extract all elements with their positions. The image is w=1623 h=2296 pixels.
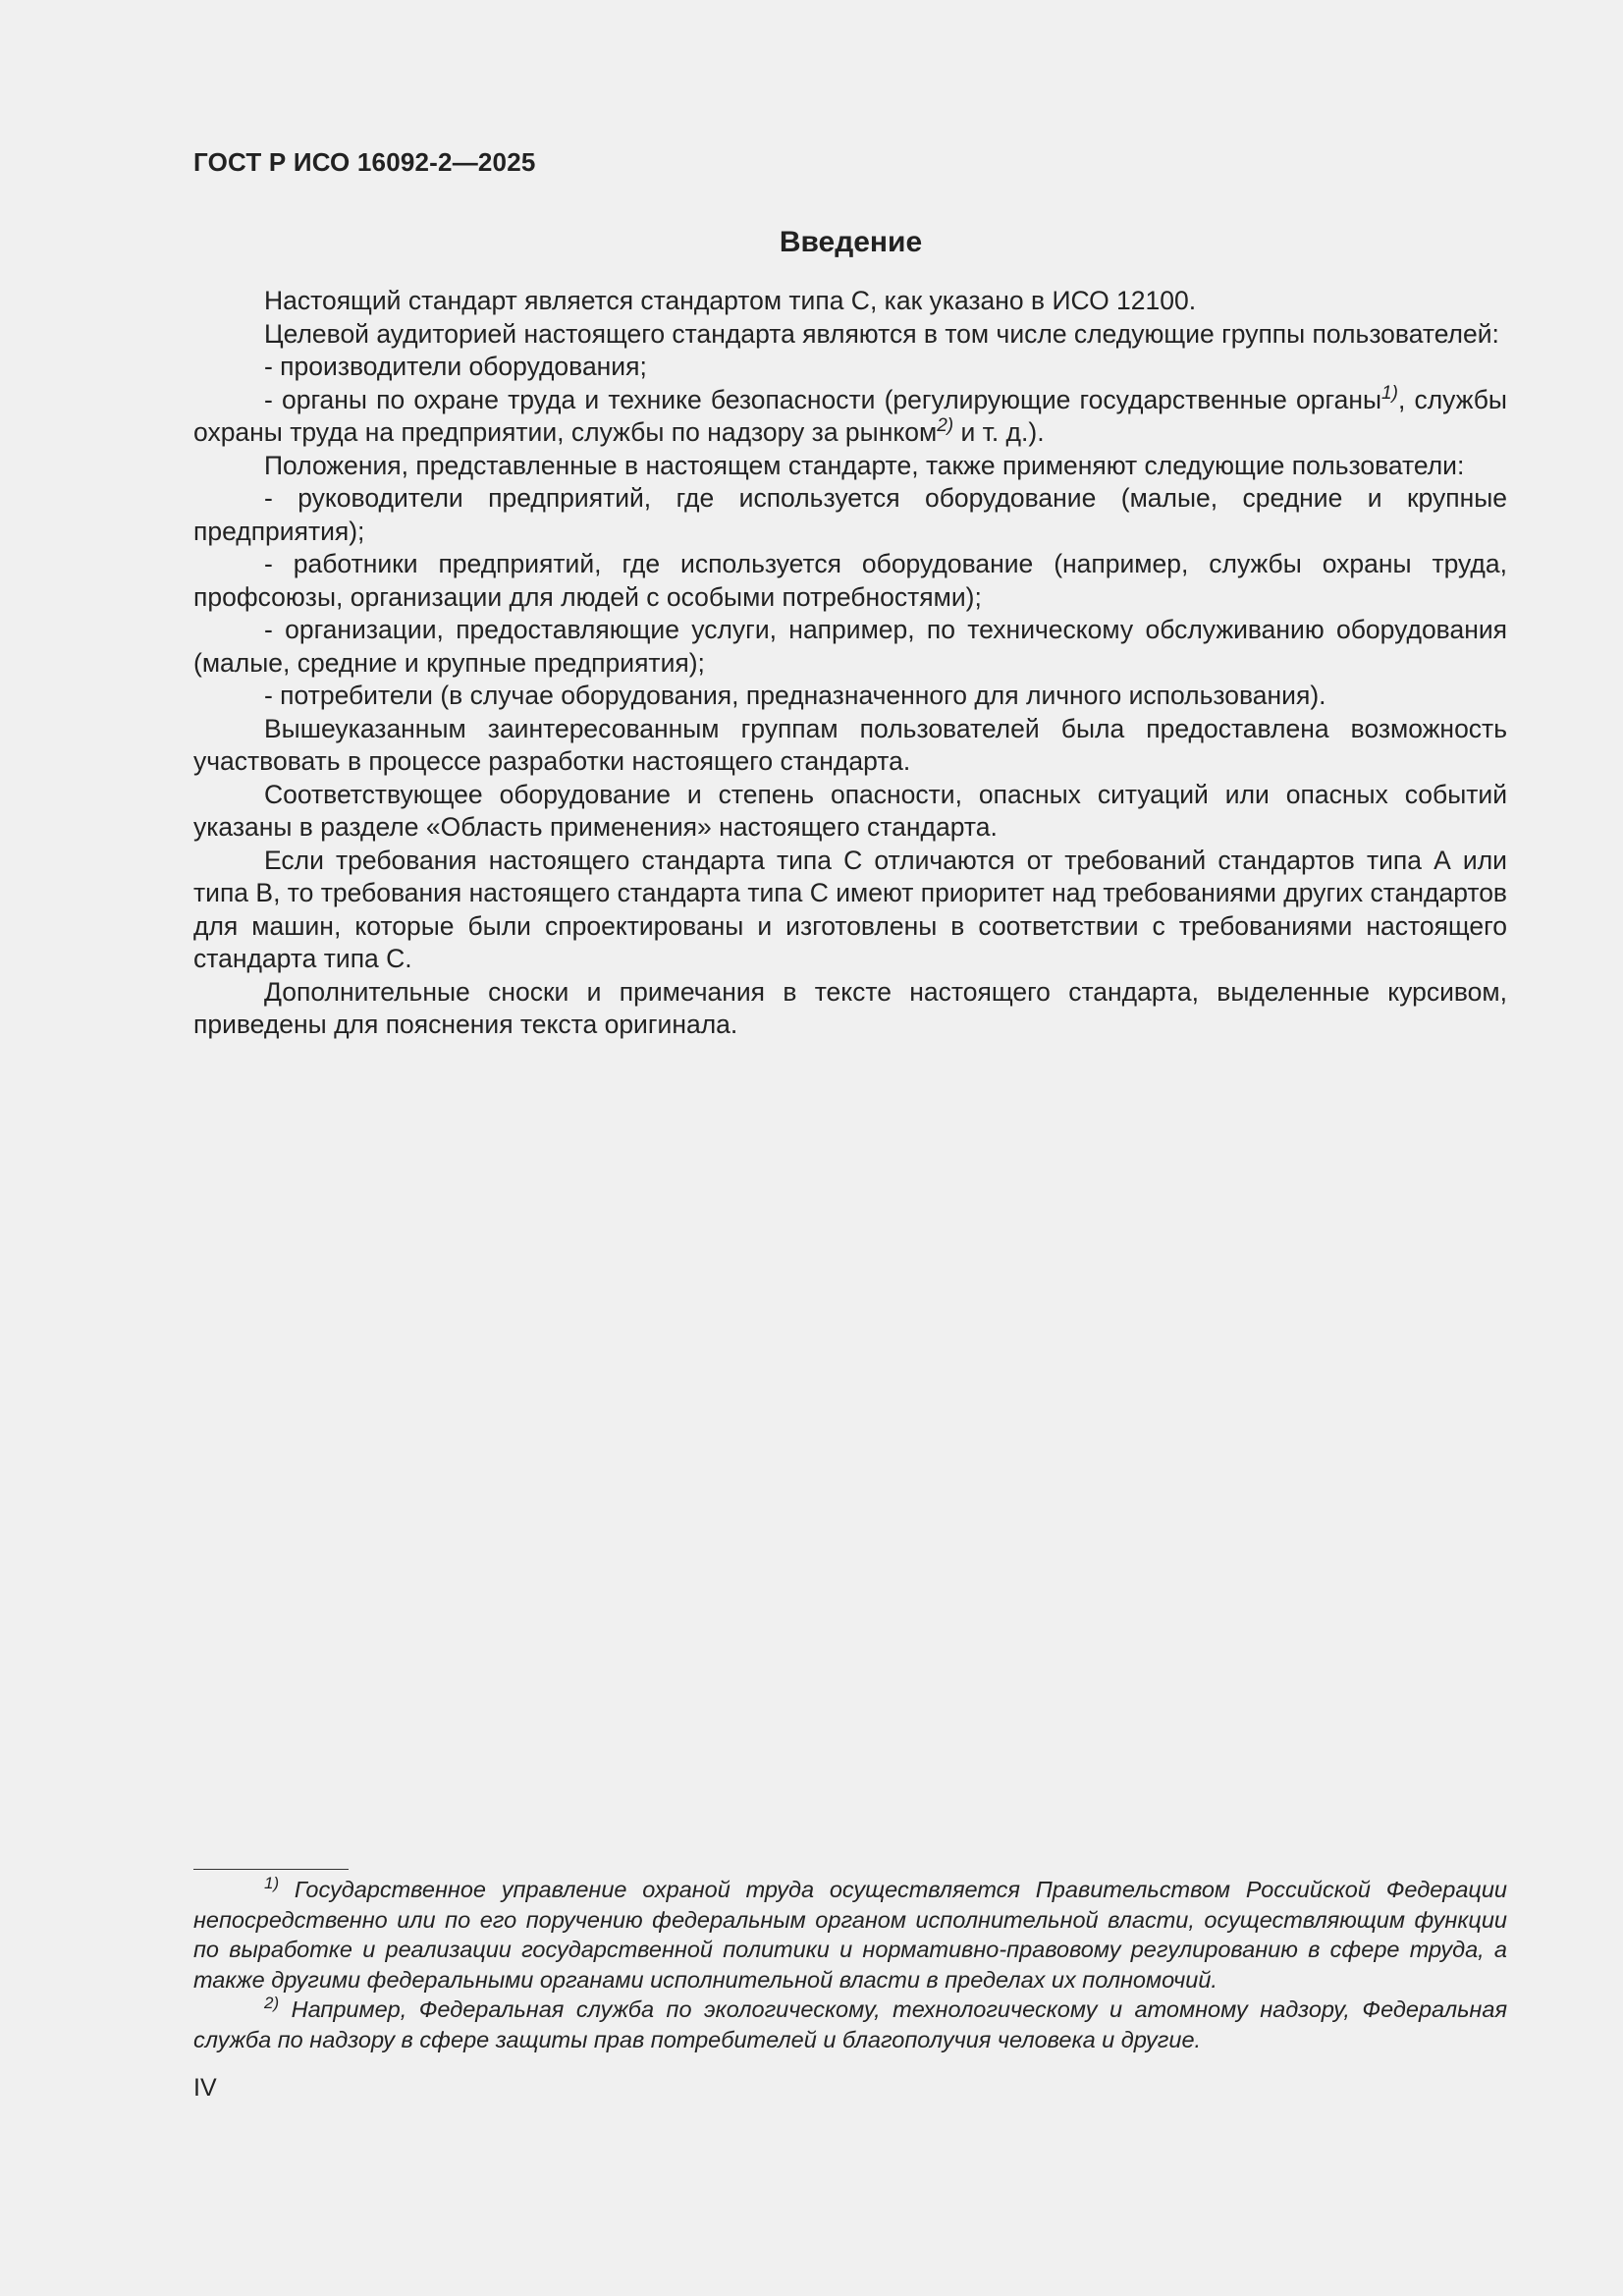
paragraph: Положения, представленные в настоящем стандарте, также применяют следующие пользователи: [264, 450, 1465, 480]
page-number: IV [193, 2074, 217, 2102]
paragraph: Соответствующее оборудование и степень опасности, опасных ситуаций или опасных событий указаны в разделе «Область применения» настоящего стандарта. [193, 779, 1507, 842]
document-id-header: ГОСТ Р ИСО 16092-2—2025 [193, 147, 536, 177]
footnote-text: Государственное управление охраной труда осуществляется Правительством Российской Федерации непосредственно или по его поручению федеральным органом исполнительной власти, осуществляющим функции по выработке и реализации государственной политики и нормативно-правовому регулированию в сфере труда, а также другими федеральными органами исполнительной власти в пределах их полномочий. [193, 1877, 1507, 1993]
paragraph: Дополнительные сноски и примечания в тексте настоящего стандарта, выделенные курсивом, приведены для пояснения текста оригинала. [193, 976, 1507, 1039]
footnote-mark: 1) [264, 1874, 280, 1893]
footnote [193, 1995, 1507, 2054]
paragraph: Настоящий стандарт является стандартом типа С, как указано в ИСО 12100. [264, 286, 1197, 315]
footnote-text: Например, Федеральная служба по экологическому, технологическому и атомному надзору, Федеральная служба по надзору в сфере защиты прав потребителей и благополучия человека и другие. [193, 1996, 1507, 2052]
footnote-ref-2[interactable]: 2) [937, 415, 954, 437]
paragraph: Целевой аудиторией настоящего стандарта являются в том числе следующие группы пользователей: [264, 318, 1499, 349]
list-item: - организации, предоставляющие услуги, например, по техническому обслуживанию оборудования (малые, средние и крупные предприятия); [193, 615, 1507, 678]
list-item: - производители оборудования; [264, 352, 647, 381]
footnote-mark: 2) [264, 1994, 280, 2013]
footnote [193, 1875, 1507, 1995]
footnotes [193, 1875, 1507, 2054]
list-item: - потребители (в случае оборудования, предназначенного для личного использования). [264, 681, 1326, 710]
body-text [193, 285, 1507, 1042]
list-item: - работники предприятий, где используется оборудование (например, службы охраны труда, профсоюзы, организации для людей с особыми потребностями); [193, 549, 1507, 612]
footnote-separator [193, 1869, 349, 1870]
section-title: Введение [779, 226, 923, 258]
paragraph: Если требования настоящего стандарта типа С отличаются от требований стандартов типа А или типа В, то требования настоящего стандарта типа С имеют приоритет над требованиями других стандартов для машин, которые были спроектированы и изготовлены в соответствии с требованиями настоящего стандарта типа С. [193, 845, 1508, 973]
list-item-text: и т. д.). [953, 417, 1045, 447]
list-item: - руководители предприятий, где используется оборудование (малые, средние и крупные предприятия); [193, 483, 1507, 546]
list-item-text: - органы по охране труда и технике безопасности (регулирующие государственные органы [264, 384, 1382, 414]
paragraph: Вышеуказанным заинтересованным группам пользователей была предоставлена возможность участвовать в процессе разработки настоящего стандарта. [193, 713, 1507, 776]
list-item [193, 384, 1507, 450]
list-item-text: , службы охраны труда на предприятии, службы по надзору за рынком [193, 384, 1507, 447]
footnote-ref-1[interactable]: 1) [1381, 382, 1398, 404]
